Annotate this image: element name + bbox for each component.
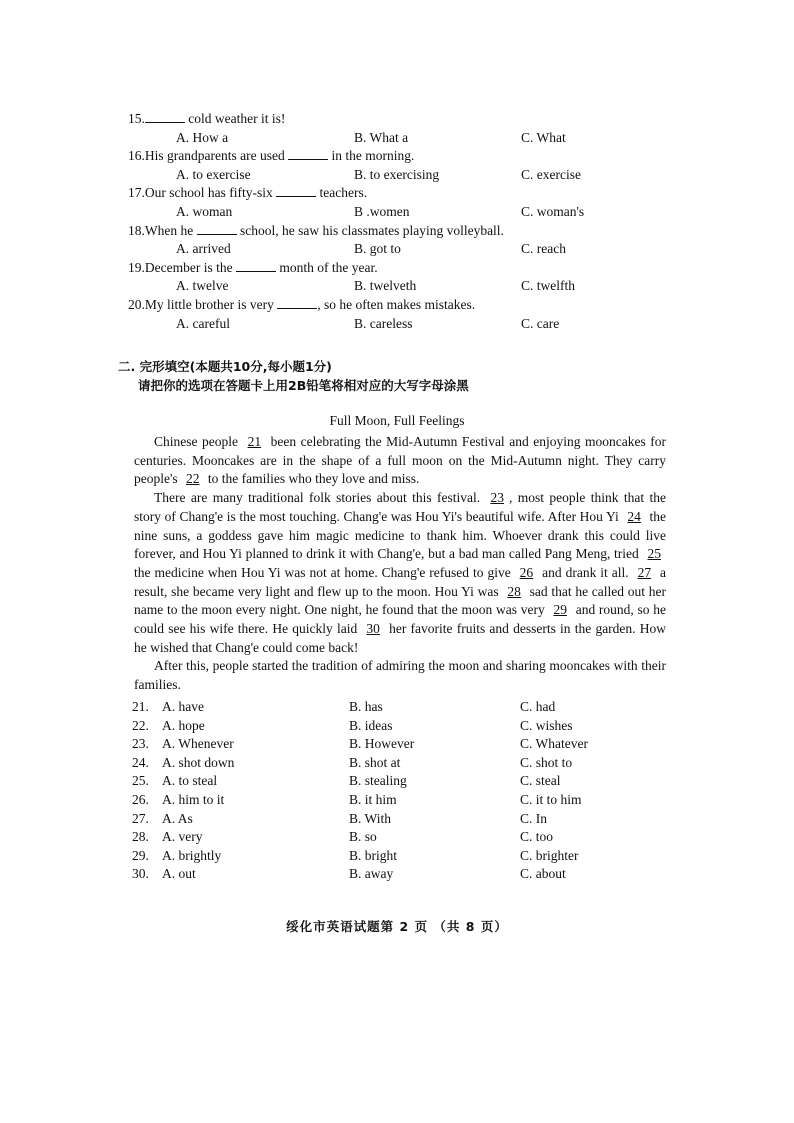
item-number: 24.: [132, 754, 149, 770]
passage-text: to the families who they love and miss.: [207, 471, 420, 487]
option-b: B. shot at: [349, 754, 401, 770]
options-row: [128, 277, 688, 296]
answer-row: [132, 828, 612, 847]
option-a: A. him to it: [162, 791, 225, 807]
passage-text: her favorite fruits and desserts in the garden. How he wished that Chang'e could come back!: [134, 621, 666, 655]
item-number: 28.: [132, 829, 149, 845]
stem-text: 20.My little brother is very: [128, 296, 274, 312]
option-b: B. With: [349, 810, 391, 826]
answer-row: [132, 791, 612, 810]
stem-text: 16.His grandparents are used: [128, 148, 285, 164]
passage-text: been celebrating the Mid-Autumn Festival and enjoying mooncakes for centuries. Mooncakes are in the shape of a full moon on the Mid-Autumn night. They carry people's: [134, 434, 667, 487]
blank-number: 30: [366, 621, 380, 637]
passage-text: a result, she became very light and flew up to the moon. Hou Yi was: [134, 564, 667, 599]
option-c: C. care: [521, 315, 560, 331]
option-c: C. exercise: [521, 166, 581, 182]
item-number: 26.: [132, 791, 149, 807]
option-a: A. arrived: [176, 241, 231, 257]
answer-row: [132, 865, 612, 884]
option-b: B. careless: [354, 315, 413, 331]
blank-number: 25: [647, 546, 661, 562]
passage-title: Full Moon, Full Feelings: [329, 413, 465, 428]
option-a: A. twelve: [176, 278, 229, 294]
option-b: B. What a: [354, 129, 409, 145]
answer-blank: [145, 110, 185, 123]
stem-text: 19.December is the: [128, 259, 233, 275]
options-row: [128, 129, 688, 148]
option-b: B. ideas: [349, 717, 393, 733]
options-row: [128, 166, 688, 185]
stem-text: 17.Our school has fifty-six: [128, 185, 273, 201]
passage-text: and round, so he could see his wife there. He quickly laid: [134, 602, 667, 637]
option-a: A. shot down: [162, 754, 235, 770]
section-heading: 二. 完形填空(本题共10分,每小题1分): [118, 359, 332, 374]
answer-row: [132, 810, 612, 829]
option-c: C. it to him: [520, 791, 582, 807]
stem-text: cold weather it is!: [188, 111, 286, 126]
answer-row: [132, 754, 612, 773]
option-c: C. twelfth: [521, 278, 575, 294]
item-number: 30.: [132, 866, 149, 882]
passage-text: Chinese people: [154, 434, 239, 449]
answer-row: [132, 772, 612, 791]
passage-text: , most people think that the story of Chang'e is the most touching. Chang'e was Hou Yi's beautiful wife. After Hou Yi: [134, 490, 666, 524]
option-b: B. stealing: [349, 773, 407, 789]
question-stem: [128, 110, 688, 129]
option-c: C. brighter: [520, 847, 579, 863]
option-c: C. reach: [521, 241, 566, 257]
option-c: C. woman's: [521, 203, 585, 219]
paragraph: After this, people started the tradition of admiring the moon and sharing mooncakes with their families.: [134, 658, 666, 693]
item-number: 29.: [132, 847, 149, 863]
blank-number: 29: [553, 602, 567, 618]
blank-number: 24: [627, 508, 641, 524]
passage-text: the nine suns, a goddess gave him magic medicine to thank him. Whoever drank this could live forever, and Hou Yi planned to drink it with Chang'e, but a bad man called Pang Meng, tried: [134, 508, 667, 562]
answer-blank: [197, 222, 237, 235]
answer-blank: [236, 259, 276, 272]
question-stem: [128, 184, 688, 203]
question-stem: [128, 222, 688, 241]
page-footer: 绥化市英语试题第 2 页 （共 8 页）: [286, 919, 508, 934]
cloze-passage: [134, 433, 666, 695]
option-a: A. very: [162, 829, 203, 845]
answer-blank: [277, 296, 317, 309]
option-b: B .women: [354, 203, 410, 219]
stem-text: 15.: [128, 111, 145, 126]
option-b: B. twelveth: [354, 278, 417, 294]
item-number: 27.: [132, 810, 149, 826]
option-c: C. shot to: [520, 754, 573, 770]
stem-text: in the morning.: [331, 148, 415, 164]
option-a: A. As: [162, 810, 193, 826]
item-number: 25.: [132, 773, 149, 789]
section-instruction: 请把你的选项在答题卡上用2B铅笔将相对应的大写字母涂黑: [138, 378, 469, 393]
option-a: A. to exercise: [176, 166, 251, 182]
option-b: B. it him: [349, 791, 397, 807]
question-stem: [128, 259, 688, 278]
multiple-choice-section: [128, 110, 688, 333]
option-c: C. too: [520, 829, 554, 845]
options-row: [128, 240, 688, 259]
item-number: 21.: [132, 699, 149, 714]
option-c: C. What: [521, 129, 566, 145]
options-row: [128, 315, 688, 334]
answer-row: [132, 698, 612, 717]
option-b: B. However: [349, 736, 415, 752]
paragraph: [134, 489, 666, 657]
passage-text: There are many traditional folk stories about this festival.: [154, 490, 481, 506]
option-a: A. hope: [162, 717, 205, 733]
passage-text: and drank it all.: [542, 564, 629, 580]
answer-row: [132, 717, 612, 736]
answer-row: [132, 735, 612, 754]
passage-text: sad that he called out her name to the moon every night. One night, he found that the moon was very: [134, 583, 667, 618]
question-stem: [128, 147, 688, 166]
question-stem: [128, 296, 688, 315]
option-c: C. wishes: [520, 717, 573, 733]
option-b: B. so: [349, 829, 377, 845]
blank-number: 26: [519, 564, 534, 580]
option-b: B. away: [349, 866, 394, 882]
option-c: C. had: [520, 699, 556, 714]
option-a: A. brightly: [162, 847, 222, 863]
blank-number: 28: [507, 583, 521, 599]
answer-blank: [288, 147, 328, 160]
passage-text: the medicine when Hou Yi was not at home. Chang'e refused to give: [134, 564, 511, 580]
option-b: B. bright: [349, 847, 398, 863]
item-number: 22.: [132, 717, 149, 733]
blank-number: 23: [490, 490, 504, 506]
stem-text: month of the year.: [279, 259, 378, 275]
answer-row: [132, 847, 612, 866]
stem-text: , so he often makes mistakes.: [317, 296, 476, 312]
section-header: [118, 357, 469, 395]
option-b: B. has: [349, 699, 383, 714]
answer-blank: [276, 184, 316, 197]
item-number: 23.: [132, 736, 149, 752]
option-a: A. have: [162, 699, 204, 714]
option-a: A. to steal: [162, 773, 218, 789]
paragraph: [134, 433, 666, 489]
stem-text: teachers.: [319, 185, 368, 201]
option-a: A. Whenever: [162, 736, 234, 752]
stem-text: 18.When he: [128, 222, 194, 238]
option-a: A. woman: [176, 203, 233, 219]
blank-number: 21: [247, 434, 262, 449]
stem-text: school, he saw his classmates playing volleyball.: [239, 222, 504, 238]
blank-number: 22: [186, 471, 200, 487]
option-a: A. careful: [176, 315, 230, 331]
option-c: C. In: [520, 810, 547, 826]
option-c: C. steal: [520, 773, 561, 789]
options-row: [128, 203, 688, 222]
option-a: A. out: [162, 866, 196, 882]
option-c: C. about: [520, 866, 566, 882]
option-b: B. to exercising: [354, 166, 440, 182]
option-b: B. got to: [354, 241, 401, 257]
option-a: A. How a: [176, 129, 229, 145]
blank-number: 27: [637, 564, 652, 580]
option-c: C. Whatever: [520, 736, 588, 752]
cloze-options: [132, 698, 612, 884]
